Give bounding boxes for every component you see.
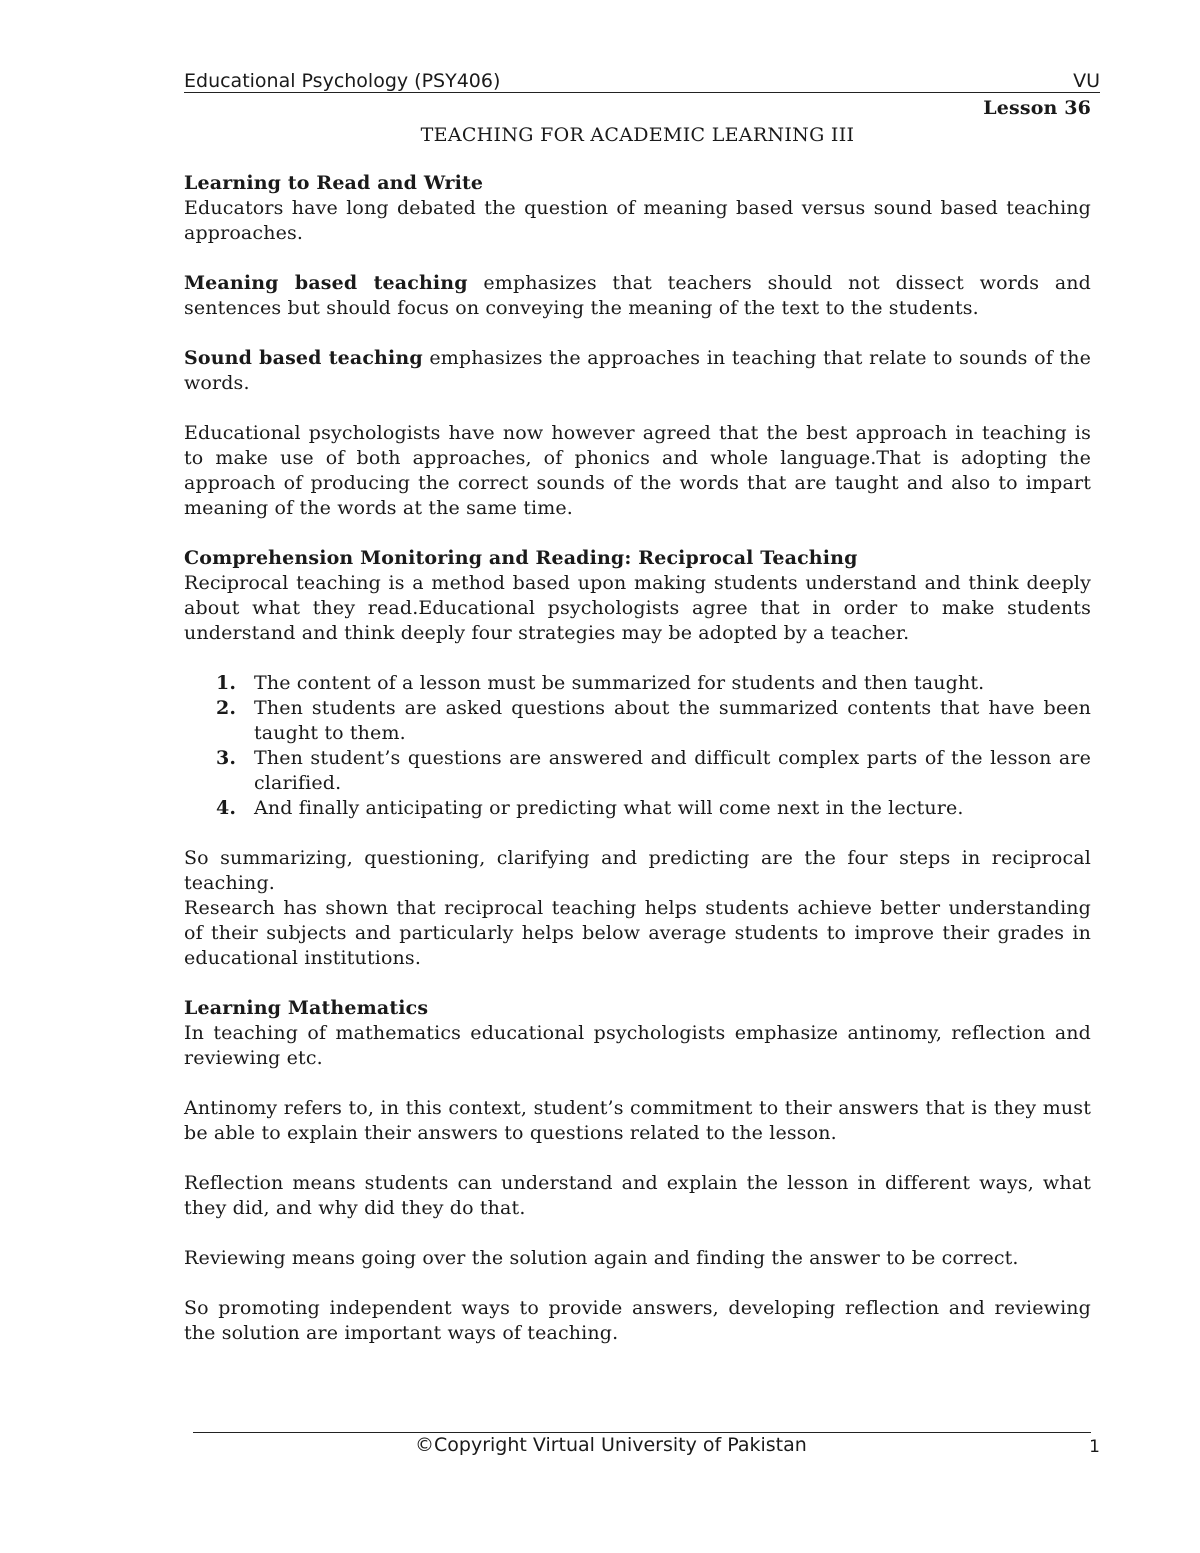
paragraph-reciprocal-research: Research has shown that reciprocal teaching helps students achieve better understanding of their subjects and particularly helps below average students to improve their grades in educational institutions. bbox=[184, 897, 1091, 969]
paragraph-meaning-based bbox=[184, 271, 1091, 321]
section-heading-read-write: Learning to Read and Write bbox=[184, 172, 484, 194]
page-title: TEACHING FOR ACADEMIC LEARNING III bbox=[420, 124, 855, 146]
list-item-text: And finally anticipating or predicting what will come next in the lecture. bbox=[254, 797, 964, 819]
term-sound-based: Sound based teaching bbox=[184, 347, 423, 369]
paragraph-math-intro: In teaching of mathematics educational psychologists emphasize antinomy, reflection and reviewing etc. bbox=[184, 1022, 1091, 1069]
institution-abbrev: VU bbox=[1073, 70, 1100, 92]
list-item bbox=[184, 671, 1091, 696]
paragraph-agreement: Educational psychologists have now however agreed that the best approach in teaching is to make use of both approaches, of phonics and whole language.That is adopting the approach of producing the correct sounds of the words that are taught and also to impart meaning of the words at the same time. bbox=[184, 422, 1091, 519]
paragraph-reciprocal-summary: So summarizing, questioning, clarifying and predicting are the four steps in reciprocal teaching. bbox=[184, 847, 1091, 894]
list-item-text: Then students are asked questions about the summarized contents that have been taught to them. bbox=[254, 697, 1091, 744]
list-item-number: 3. bbox=[216, 747, 237, 769]
paragraph-antinomy: Antinomy refers to, in this context, student’s commitment to their answers that is they must be able to explain their answers to questions related to the lesson. bbox=[184, 1097, 1091, 1144]
page-number: 1 bbox=[1089, 1437, 1100, 1457]
paragraph-math-conclusion: So promoting independent ways to provide answers, developing reflection and reviewing the solution are important ways of teaching. bbox=[184, 1297, 1091, 1344]
paragraph-read-write-intro: Educators have long debated the question of meaning based versus sound based teaching approaches. bbox=[184, 197, 1091, 244]
copyright-notice: ©Copyright Virtual University of Pakistan bbox=[415, 1434, 807, 1456]
page-body bbox=[184, 96, 1091, 1346]
list-item-number: 2. bbox=[216, 697, 237, 719]
section-heading-reciprocal: Comprehension Monitoring and Reading: Reciprocal Teaching bbox=[184, 547, 858, 569]
list-item-number: 4. bbox=[216, 797, 237, 819]
lesson-number: Lesson 36 bbox=[983, 97, 1091, 119]
list-item bbox=[184, 796, 1091, 821]
paragraph-reflection: Reflection means students can understand and explain the lesson in different ways, what they did, and why did they do that. bbox=[184, 1172, 1091, 1219]
section-heading-math: Learning Mathematics bbox=[184, 997, 429, 1019]
reciprocal-steps-list bbox=[184, 671, 1091, 821]
sound-based-text: emphasizes the approaches in teaching that relate to sounds of the words. bbox=[184, 347, 1091, 394]
paragraph-reviewing: Reviewing means going over the solution again and finding the answer to be correct. bbox=[184, 1247, 1019, 1269]
term-meaning-based: Meaning based teaching bbox=[184, 272, 468, 294]
paragraph-reciprocal-intro: Reciprocal teaching is a method based upon making students understand and think deeply about what they read.Educational psychologists agree that in order to make students understand and think deeply four strategies may be adopted by a teacher. bbox=[184, 572, 1091, 644]
course-title: Educational Psychology (PSY406) bbox=[184, 70, 501, 92]
list-item-text: Then student’s questions are answered and difficult complex parts of the lesson are clarified. bbox=[254, 747, 1091, 794]
running-header bbox=[184, 70, 1100, 93]
list-item-number: 1. bbox=[216, 672, 237, 694]
paragraph-sound-based bbox=[184, 346, 1091, 396]
list-item bbox=[184, 696, 1091, 746]
meaning-based-text: emphasizes that teachers should not dissect words and sentences but should focus on conveying the meaning of the text to the students. bbox=[184, 272, 1091, 319]
list-item-text: The content of a lesson must be summarized for students and then taught. bbox=[254, 672, 985, 694]
list-item bbox=[184, 746, 1091, 796]
